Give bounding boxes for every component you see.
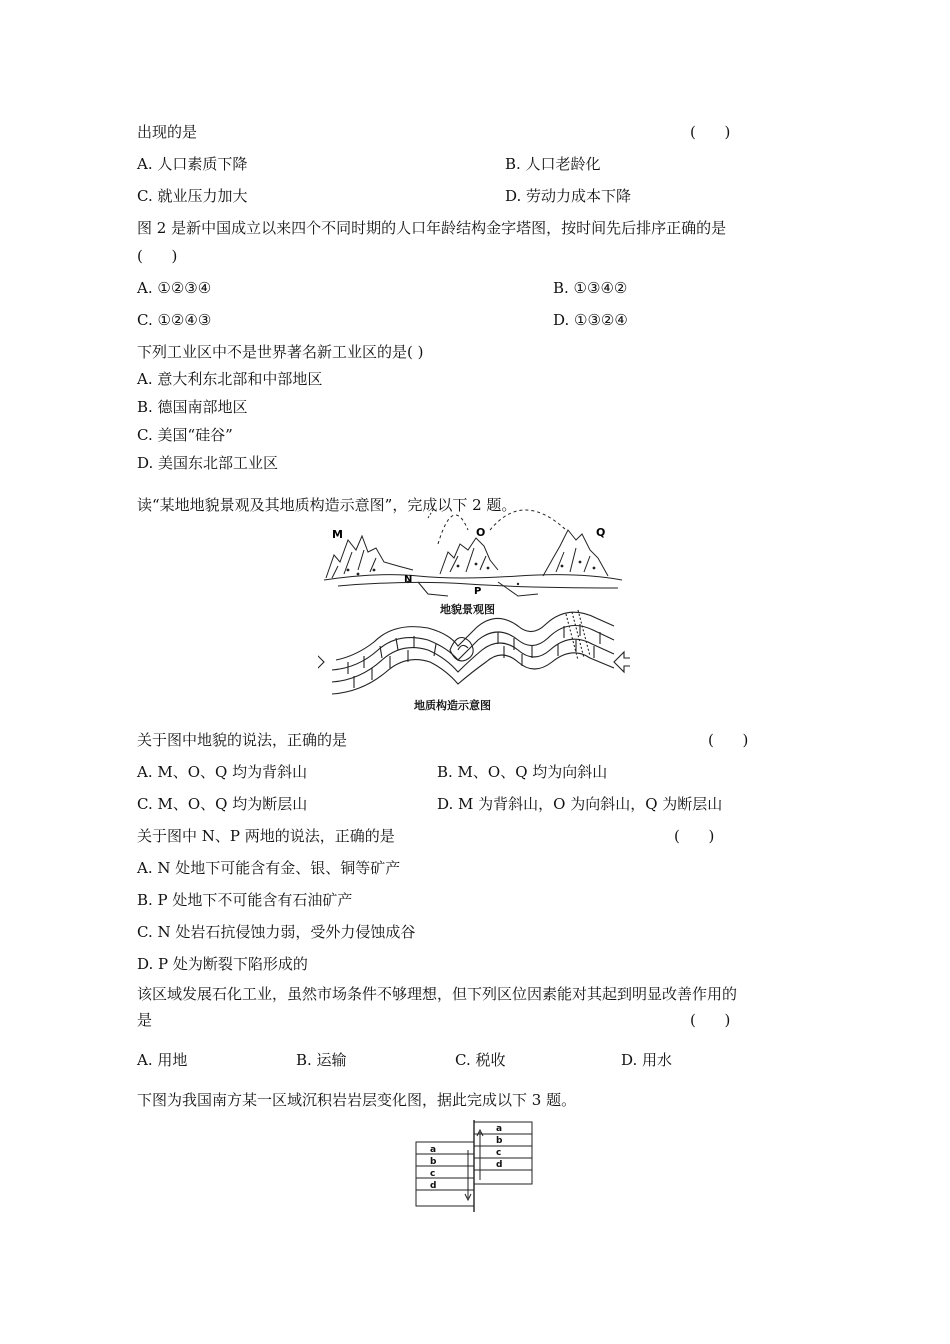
option-b: B. ①③④② [553,279,628,297]
label-o: O [476,526,486,539]
question-stem: 下列工业区中不是世界著名新工业区的是( ) [137,343,424,361]
option-a: A. 人口素质下降 [137,155,248,173]
right-layer-a: a [496,1124,503,1134]
answer-paren: ( ) [690,123,731,141]
option-c: C. N 处岩石抗侵蚀力弱，受外力侵蚀成谷 [137,923,416,941]
option-a: A. M、O、Q 均为背斜山 [137,763,308,781]
answer-paren: ( ) [690,1011,731,1029]
answer-paren: ( ) [708,731,749,749]
label-n: N [404,574,413,585]
left-layer-a: a [430,1145,437,1155]
caption-landform: 地貌景观图 [440,603,495,616]
option-d: D. 美国东北部工业区 [137,454,279,472]
right-layer-c: c [496,1148,502,1158]
left-layer-b: b [430,1157,437,1167]
option-d: D. M 为背斜山，O 为向斜山，Q 为断层山 [437,795,723,813]
label-p: P [474,586,482,597]
option-c: C. M、O、Q 均为断层山 [137,795,308,813]
option-c: C. 美国“硅谷” [137,426,233,444]
option-c: C. ①②④③ [137,311,212,329]
option-a: A. 用地 [137,1051,188,1069]
question-stem: 关于图中 N、P 两地的说法，正确的是 [137,827,395,845]
answer-paren: ( ) [674,827,715,845]
question-stem: 关于图中地貌的说法，正确的是 [137,731,348,749]
left-layer-d: d [430,1181,437,1191]
label-q: Q [596,526,606,539]
option-b: B. P 处地下不可能含有石油矿产 [137,891,353,909]
strata-figure [410,1120,550,1212]
option-b: B. 运输 [296,1051,347,1069]
section-intro: 读“某地地貌景观及其地质构造示意图”，完成以下 2 题。 [137,496,517,514]
option-b: B. 德国南部地区 [137,398,248,416]
option-a: A. N 处地下可能含有金、银、铜等矿产 [137,859,401,877]
answer-paren: ( ) [137,247,178,265]
right-layer-b: b [496,1136,503,1146]
option-d: D. 用水 [621,1051,673,1069]
label-m: M [332,528,343,541]
option-b: B. M、O、Q 均为向斜山 [437,763,608,781]
caption-geology: 地质构造示意图 [414,699,491,712]
option-c: C. 税收 [455,1051,506,1069]
option-a: A. ①②③④ [137,279,212,297]
option-d: D. 劳动力成本下降 [505,187,632,205]
question-stem-cont: 是 [137,1011,153,1029]
right-layer-d: d [496,1160,503,1170]
left-layer-c: c [430,1169,436,1179]
option-c: C. 就业压力加大 [137,187,248,205]
option-d: D. P 处为断裂下陷形成的 [137,955,308,973]
option-d: D. ①③②④ [553,311,628,329]
question-stem: 图 2 是新中国成立以来四个不同时期的人口年龄结构金字塔图，按时间先后排序正确的是 [137,219,727,237]
option-b: B. 人口老龄化 [505,155,601,173]
question-stem: 出现的是 [137,123,198,141]
question-stem: 该区域发展石化工业，虽然市场条件不够理想，但下列区位因素能对其起到明显改善作用的 [137,985,738,1003]
section-intro: 下图为我国南方某一区域沉积岩岩层变化图，据此完成以下 3 题。 [137,1091,577,1109]
option-a: A. 意大利东北部和中部地区 [137,370,323,388]
